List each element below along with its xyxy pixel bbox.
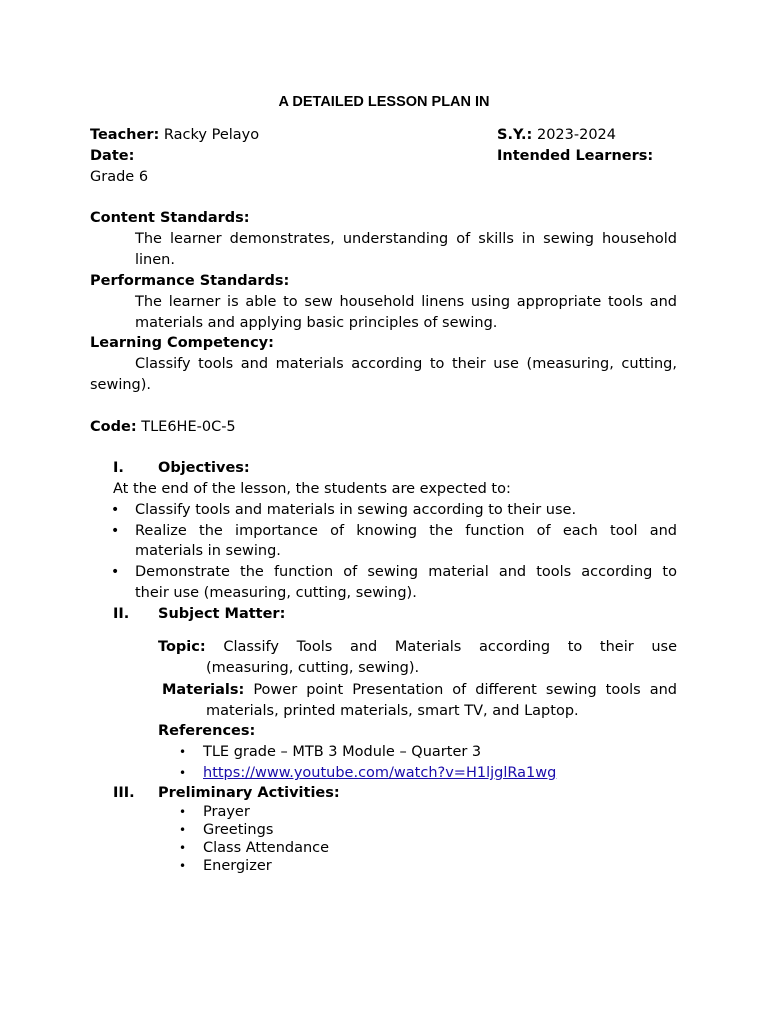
reference-item-1: TLE grade – MTB 3 Module – Quarter 3: [203, 744, 482, 760]
preliminary-heading: Preliminary Activities:: [158, 785, 340, 801]
bullet-icon: •: [179, 841, 187, 855]
performance-standards-label: Performance Standards:: [90, 273, 290, 289]
sy-label: S.Y.:: [497, 127, 533, 143]
code-line: [90, 417, 236, 438]
bullet-icon: •: [179, 859, 187, 873]
objectives-heading: Objectives:: [158, 460, 250, 476]
preliminary-item-prayer: Prayer: [203, 804, 250, 820]
preliminary-item-greetings: Greetings: [203, 822, 274, 838]
subject-matter-numeral: II.: [113, 606, 130, 622]
objective-item-2-line1: Realize the importance of knowing the function of each tool and: [135, 523, 677, 539]
bullet-icon: •: [179, 823, 187, 837]
references-label: References:: [158, 723, 256, 739]
topic-line1: [158, 637, 677, 658]
materials-text: Power point Presentation of different sewing tools and: [253, 682, 677, 698]
materials-line1: [162, 680, 677, 701]
objective-item-3-line2: their use (measuring, cutting, sewing).: [135, 585, 417, 601]
bullet-icon: •: [179, 805, 187, 819]
subject-matter-heading: Subject Matter:: [158, 606, 286, 622]
bullet-icon: •: [111, 564, 120, 580]
content-standards-label: Content Standards:: [90, 210, 250, 226]
performance-standards-text-line1: The learner is able to sew household linens using appropriate tools and: [135, 294, 677, 310]
preliminary-item-attendance: Class Attendance: [203, 840, 330, 856]
content-standards-text-line1: The learner demonstrates, understanding of skills in sewing household: [135, 231, 677, 247]
materials-label: Materials:: [162, 682, 245, 698]
objective-item-2-line2: materials in sewing.: [135, 543, 281, 559]
page-title: A DETAILED LESSON PLAN IN: [278, 94, 490, 110]
sy-value: 2023-2024: [536, 127, 617, 143]
topic-text: Classify Tools and Materials according to their use: [223, 639, 678, 655]
preliminary-item-energizer: Energizer: [203, 858, 272, 874]
learning-competency-text-line2: sewing).: [90, 377, 152, 393]
bullet-icon: •: [111, 502, 120, 518]
school-year-line: [497, 125, 616, 146]
bullet-icon: •: [179, 766, 187, 780]
teacher-label: Teacher:: [90, 127, 160, 143]
objectives-numeral: I.: [113, 460, 124, 476]
code-label: Code:: [90, 419, 137, 435]
objectives-intro: At the end of the lesson, the students are expected to:: [113, 481, 511, 497]
learning-competency-label: Learning Competency:: [90, 335, 274, 351]
bullet-icon: •: [111, 523, 120, 539]
content-standards-text-line2: linen.: [135, 252, 175, 268]
learning-competency-text-line1: Classify tools and materials according to their use (measuring, cutting,: [135, 356, 677, 372]
performance-standards-text-line2: materials and applying basic principles of sewing.: [135, 315, 498, 331]
topic-label: Topic:: [158, 639, 206, 655]
reference-link[interactable]: https://www.youtube.com/watch?v=H1ljglRa1wg: [203, 765, 557, 781]
topic-line2: (measuring, cutting, sewing).: [206, 660, 420, 676]
bullet-icon: •: [179, 745, 187, 759]
teacher-value: Racky Pelayo: [163, 127, 260, 143]
code-value: TLE6HE-0C-5: [141, 419, 236, 435]
grade-text: Grade 6: [90, 169, 149, 185]
teacher-line: [90, 125, 259, 146]
materials-line2: materials, printed materials, smart TV, and Laptop.: [206, 703, 579, 719]
objective-item-1: Classify tools and materials in sewing according to their use.: [135, 502, 577, 518]
preliminary-numeral: III.: [113, 785, 135, 801]
date-label: Date:: [90, 148, 135, 164]
intended-learners-label: Intended Learners:: [497, 148, 654, 164]
objective-item-3-line1: Demonstrate the function of sewing material and tools according to: [135, 564, 677, 580]
